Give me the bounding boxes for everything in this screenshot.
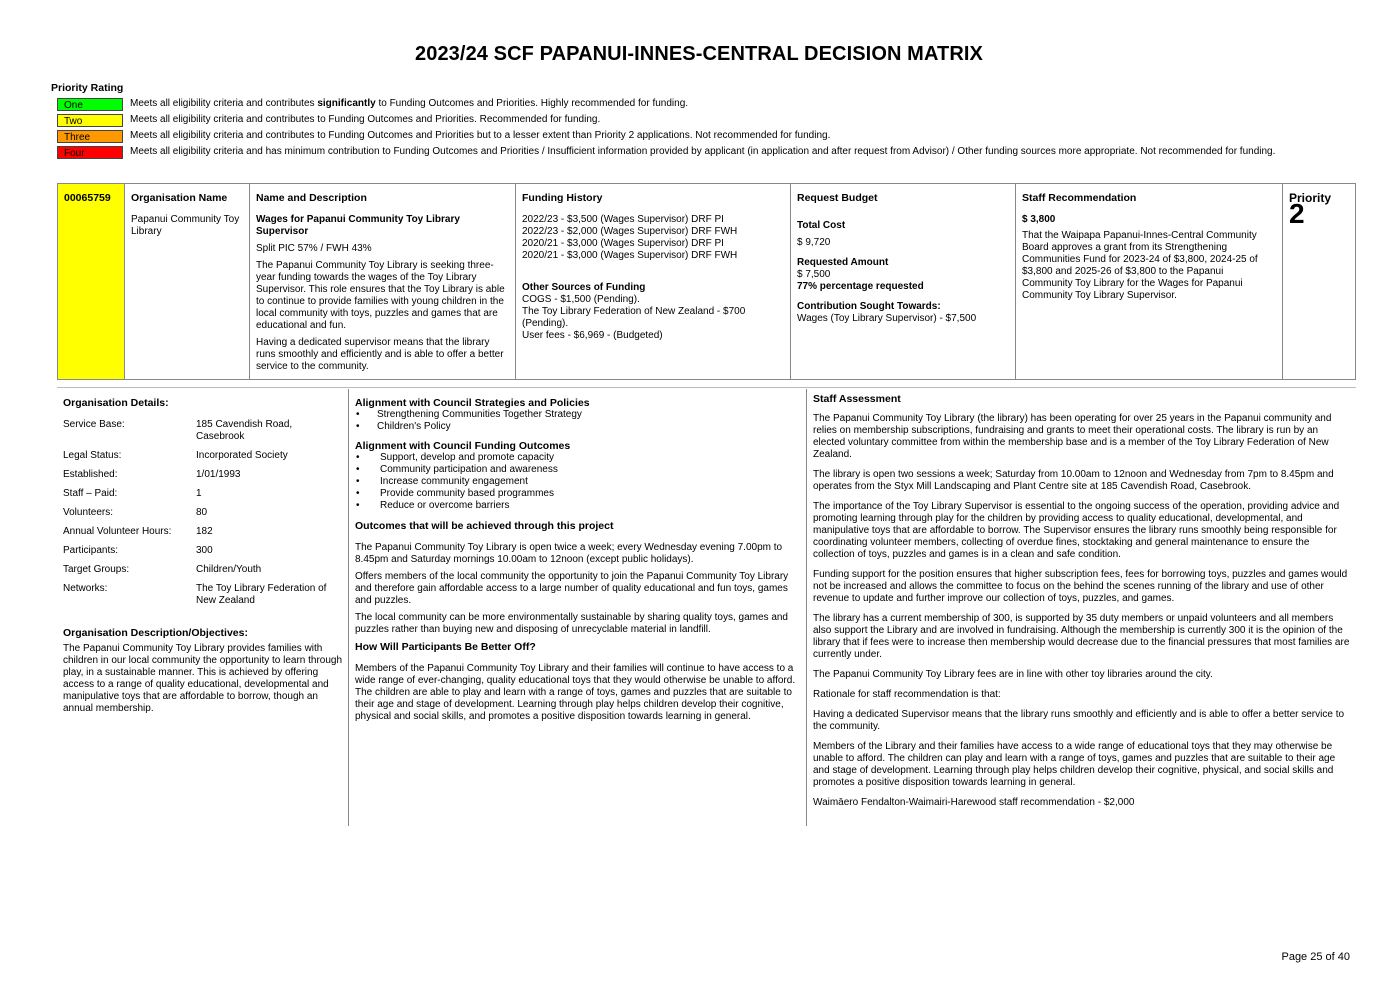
priority-header: Priority <box>1289 191 1332 205</box>
detail-row: Service Base: 185 Cavendish Road, Casebrook <box>63 419 293 442</box>
percent-requested: 77% percentage requested <box>797 281 924 292</box>
assessment-paragraph: The importance of the Toy Library Supervisor is essential to the ongoing success of the operation, providing advice and promoting learning through play for the children by providing access to quality educational, developmental, and manipulative toys that are affordable to borrow. The Supervisor ensures the library runs smoothly being responsible for coordinating volunteer members, collecting of overdue fines, stocktaking and general maintenance to ensure the collection of toys, puzzles and games is in a clean and safe condition. <box>813 501 1340 560</box>
project-description-2: Having a dedicated supervisor means that the library runs smoothly and efficiently and is able to offer a better service to the community. <box>256 337 504 372</box>
organisation-name: Papanui Community Toy Library <box>131 214 240 237</box>
detail-row: Target Groups: Children/Youth <box>63 564 262 575</box>
staff-recommendation-header: Staff Recommendation <box>1022 192 1137 204</box>
request-budget-header: Request Budget <box>797 192 878 204</box>
bullet-icon: • <box>356 476 360 487</box>
organisation-description-heading: Organisation Description/Objectives: <box>63 627 248 639</box>
outcome-item: • Support, develop and promote capacity <box>356 452 554 463</box>
organisation-details-heading: Organisation Details: <box>63 397 169 409</box>
page-title: 2023/24 SCF PAPANUI-INNES-CENTRAL DECISION MATRIX <box>415 43 983 65</box>
organisation-name-cell <box>125 184 250 379</box>
detail-row: Legal Status: Incorporated Society <box>63 450 288 461</box>
better-off-text: Members of the Papanui Community Toy Library and their families will continue to have access to a wide range of ever-changing, quality educational toys that they would otherwise be unable to afford. The children are able to play and learn with a range of toys, games and puzzles that are suitable to their age and stage of development. Learning through play helps children develop their cognitive, physical and social skills, and promotes a positive disposition towards learning in general. <box>355 663 796 722</box>
bullet-icon: • <box>356 409 360 420</box>
project-description: The Papanui Community Toy Library is seeking three-year funding towards the wages of the Toy Library Supervisor. This role ensures that the Toy Library is able to continue to provide families with young children in the local community with toys, puzzles and games that are educational and fun. <box>256 260 505 331</box>
priority-value: 2 <box>1289 198 1305 229</box>
assessment-paragraph: The Papanui Community Toy Library fees are in line with other toy libraries around the city. <box>813 669 1213 680</box>
bullet-icon: • <box>356 452 360 463</box>
detail-row: Networks: The Toy Library Federation of New Zealand <box>63 583 327 606</box>
legend-text-two: Meets all eligibility criteria and contributes to Funding Outcomes and Priorities. Recommended for funding. <box>130 114 601 125</box>
legend-text-four: Meets all eligibility criteria and has minimum contribution to Funding Outcomes and Priorities / Insufficient information provided by applicant (in application and after request from Advisor) / Other funding sources more appropriate. Not recommended for funding. <box>130 146 1276 157</box>
decision-matrix-table <box>57 183 1356 380</box>
legend-row-one <box>57 98 1317 111</box>
legend-text-three: Meets all eligibility criteria and contributes to Funding Outcomes and Priorities but to a lesser extent than Priority 2 applications. Not recommended for funding. <box>130 130 831 141</box>
total-cost-label: Total Cost <box>797 220 846 231</box>
detail-row: Annual Volunteer Hours: 182 <box>63 526 213 537</box>
other-source-item: COGS - $1,500 (Pending). <box>522 294 640 305</box>
organisation-details-section <box>63 397 343 715</box>
legend-row-three <box>57 130 1317 143</box>
organisation-description: The Papanui Community Toy Library provides families with children in our local community the opportunity to learn through play, in a sustainable manner. This is achieved by offering access to a range of quality educational, developmental and manipulative toys that are affordable to borrow, though an annual membership. <box>63 643 343 714</box>
assessment-paragraph: Rationale for staff recommendation is that: <box>813 689 1001 700</box>
funding-history-item: 2020/21 - $3,000 (Wages Supervisor) DRF PI <box>522 238 724 249</box>
total-cost-value: $ 9,720 <box>797 237 831 248</box>
legend-swatch-three: Three <box>57 130 123 143</box>
outcome-item: • Reduce or overcome barriers <box>356 500 510 511</box>
legend-swatch-one: One <box>57 98 123 111</box>
staff-assessment-section <box>813 393 1351 814</box>
application-id: 00065759 <box>64 192 111 204</box>
requested-amount-label: Requested Amount <box>797 257 889 268</box>
alignment-section <box>355 395 801 723</box>
funding-history-header: Funding History <box>522 192 603 204</box>
funding-history-item: 2020/21 - $3,000 (Wages Supervisor) DRF FWH <box>522 250 738 261</box>
page-number: Page 25 of 40 <box>1281 951 1350 963</box>
other-sources-header: Other Sources of Funding <box>522 282 646 293</box>
assessment-paragraph: The library has a current membership of 300, is supported by 35 duty members or unpaid volunteers and all members also support the Library and are involved in fundraising. Although the membership is currently 300 it is the opinion of the library that if fees were to increase then membership would decrease due to the financial pressures that most families are currently under. <box>813 613 1350 660</box>
project-title: Wages for Papanui Community Toy Library Supervisor <box>256 214 460 237</box>
bullet-icon: • <box>356 421 360 432</box>
outcome-item: • Community participation and awareness <box>356 464 558 475</box>
better-off-heading: How Will Participants Be Better Off? <box>355 641 536 653</box>
staff-assessment-heading: Staff Assessment <box>813 393 901 405</box>
priority-rating-label: Priority Rating <box>51 82 124 94</box>
funding-history-item: 2022/23 - $3,500 (Wages Supervisor) DRF PI <box>522 214 724 225</box>
assessment-paragraph: Waimāero Fendalton-Waimairi-Harewood staff recommendation - $2,000 <box>813 797 1135 808</box>
name-description-header: Name and Description <box>256 192 367 204</box>
request-budget-cell <box>791 184 1016 379</box>
name-description-cell <box>250 184 516 379</box>
project-split: Split PIC 57% / FWH 43% <box>256 243 372 254</box>
detail-row: Volunteers: 80 <box>63 507 208 518</box>
assessment-paragraph: Funding support for the position ensures that higher subscription fees, fees for borrowing toys, puzzles and games would not be increased and allows the committee to focus on the behind the scenes running of the library and use of other revenue to update and further improve our collection of toys, puzzles, and games. <box>813 569 1348 604</box>
funding-history-item: 2022/23 - $2,000 (Wages Supervisor) DRF FWH <box>522 226 738 237</box>
priority-legend <box>57 98 1317 162</box>
achieved-paragraph: The local community can be more environmentally sustainable by sharing quality toys, games and puzzles rather than buying new and disposing of unrecyclable material in landfill. <box>355 612 788 635</box>
legend-row-four <box>57 146 1317 159</box>
column-divider-right <box>806 389 807 826</box>
organisation-name-header: Organisation Name <box>131 192 228 204</box>
detail-row: Established: 1/01/1993 <box>63 469 241 480</box>
detail-row: Staff – Paid: 1 <box>63 488 202 499</box>
section-divider <box>57 387 1356 388</box>
funding-history-cell <box>516 184 791 379</box>
staff-recommendation-cell <box>1016 184 1283 379</box>
bullet-icon: • <box>356 500 360 511</box>
other-source-item: The Toy Library Federation of New Zealand - $700 (Pending). <box>522 306 746 329</box>
legend-row-two <box>57 114 1317 127</box>
achieved-paragraph: The Papanui Community Toy Library is open twice a week; every Wednesday evening 7.00pm to 8.45pm and Saturday mornings 10.00am to 12noon (except public holidays). <box>355 542 783 565</box>
legend-swatch-two: Two <box>57 114 123 127</box>
assessment-paragraph: Having a dedicated Supervisor means that the library runs smoothly and efficiently and is able to offer a better service to the community. <box>813 709 1345 732</box>
contribution-value: Wages (Toy Library Supervisor) - $7,500 <box>797 313 977 324</box>
other-source-item: User fees - $6,969 - (Budgeted) <box>522 330 663 341</box>
detail-row: Participants: 300 <box>63 545 213 556</box>
staff-recommendation-text: That the Waipapa Papanui-Innes-Central Community Board approves a grant from its Strengthening Communities Fund for 2023-24 of $3,800, 2024-25 of $3,800 and 2025-26 of $3,800 to the Papanui Community Toy Library for the Wages for Papanui Community Toy Library Supervisor. <box>1022 230 1258 301</box>
strategy-item: • Children's Policy <box>356 421 451 432</box>
strategy-item: • Strengthening Communities Together Strategy <box>356 409 582 420</box>
bullet-icon: • <box>356 488 360 499</box>
outcomes-heading: Alignment with Council Funding Outcomes <box>355 440 571 452</box>
contribution-label: Contribution Sought Towards: <box>797 301 941 312</box>
assessment-paragraph: Members of the Library and their families have access to a wide range of educational toys that they may otherwise be unable to afford. The children can play and learn with a range of toys, games and puzzles that are suitable to their age and stage of development. Learning through play helps children develop their cognitive, physical, and social skills and promotes a positive disposition towards learning in general. <box>813 741 1336 788</box>
assessment-paragraph: The library is open two sessions a week; Saturday from 10.00am to 12noon and Wednesday from 7pm to 8.45pm and operates from the Styx Mill Landscaping and Plant Centre site at 185 Cavendish Road, Casebrook. <box>813 469 1334 492</box>
column-divider-left <box>348 389 349 826</box>
legend-swatch-four: Four <box>57 146 123 159</box>
requested-amount-value: $ 7,500 <box>797 269 831 280</box>
application-id-cell <box>58 184 125 379</box>
outcome-item: • Provide community based programmes <box>356 488 554 499</box>
staff-recommendation-amount: $ 3,800 <box>1022 214 1056 225</box>
priority-cell <box>1283 184 1355 379</box>
achieved-heading: Outcomes that will be achieved through this project <box>355 520 614 532</box>
achieved-paragraph: Offers members of the local community the opportunity to join the Papanui Community Toy Library and therefore gain affordable access to a large number of quality educational and fun toys, games and puzzles. <box>355 571 789 606</box>
legend-text-one: Meets all eligibility criteria and contributes significantly to Funding Outcomes and Priorities. Highly recommended for funding. <box>130 98 689 109</box>
strategies-heading: Alignment with Council Strategies and Policies <box>355 397 590 409</box>
bullet-icon: • <box>356 464 360 475</box>
assessment-paragraph: The Papanui Community Toy Library (the library) has been operating for over 25 years in the Papanui community and relies on membership subscriptions, fundraising and grants to meet their operational costs. The library is run by an elected voluntary committee from within the membership base and is a member of the Toy Library Federation of New Zealand. <box>813 413 1332 460</box>
outcome-item: • Increase community engagement <box>356 476 528 487</box>
